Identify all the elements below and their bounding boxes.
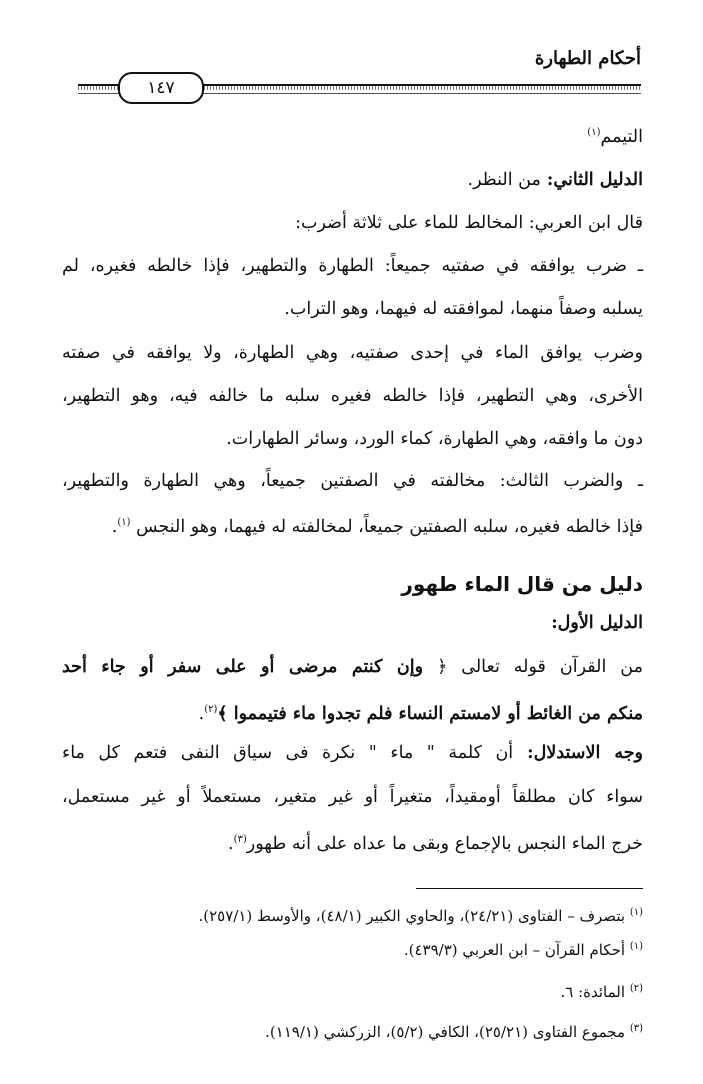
text-line-15: خرج الماء النجس بالإجماع وبقى ما عداه على أنه طهور$^{(٣)}$. [228, 833, 643, 854]
text-line-9: ـ والضرب الثالث: مخالفته في الصفتين جميعاً، وهي الطهارة والتطهير، [62, 471, 643, 491]
text-line-13: وجه الاستدلال: أن كلمة " ماء " نكرة فى سياق النفى فتعم كل ماء [62, 743, 643, 763]
page-number: ١٤٧ [118, 72, 204, 104]
footnote-1: $^{(١)}$ بتصرف – الفتاوى (٢٤/٢١)، والحاوي الكبير (٤٨/١)، والأوسط (٢٥٧/١). [198, 907, 643, 925]
footnote-4: $^{(٣)}$ مجموع الفتاوى (٢٥/٢١)، الكافي (٥/٢)، الزركشي (١١٩/١). [265, 1023, 643, 1041]
text-line-3: قال ابن العربي: المخالط للماء على ثلاثة أضرب: [295, 213, 643, 233]
text-line-14: سواء كان مطلقاً أومقيداً، متغيراً أو غير متغير، مستعملاً أو غير مستعمل، [62, 787, 643, 807]
text-line-7: الأخرى، وهي التطهير، فإذا خالطه فغيره سلبه ما خالفه فيه، وهو التطهير، [62, 386, 643, 406]
text-line-8: دون ما وافقه، وهي الطهارة، كماء الورد، وسائر الطهارات. [226, 429, 643, 449]
section-heading: دليل من قال الماء طهور [401, 572, 643, 596]
text-line-2: الدليل الثاني: من النظر. [467, 170, 643, 190]
text-line-5: يسلبه وصفاً منهما، لموافقته له فيهما، وهو التراب. [284, 299, 643, 319]
text-line-1: التيمم$^{(١)}$ [587, 126, 643, 147]
text-line-4: ـ ضرب يوافقه في صفتيه جميعاً: الطهارة والتطهير، فإذا خالطه فغيره، لم [62, 256, 643, 276]
footnote-3: $^{(٢)}$ المائدة: ٦. [560, 983, 643, 1001]
footnote-separator [416, 888, 643, 889]
running-header-title: أحكام الطهارة [534, 48, 641, 69]
text-line-10: فإذا خالطه فغيره، سلبه الصفتين جميعاً، لمخالفته له فيهما، وهو النجس $^{(١)}$. [111, 516, 643, 537]
text-line-12: منكم من الغائط أو لامستم النساء فلم تجدوا ماء فتيمموا ﴾$^{(٢)}$. [198, 703, 643, 724]
footnote-2: $^{(١)}$ أحكام القرآن – ابن العربي (٤٣٩/٣). [403, 941, 643, 959]
text-line-11: من القرآن قوله تعالى ﴿ وإن كنتم مرضى أو على سفر أو جاء أحد [62, 657, 643, 677]
subheading-first-evidence: الدليل الأول: [551, 613, 643, 633]
text-line-6: وضرب يوافق الماء في إحدى صفتيه، وهي الطهارة، ولا يوافقه في صفته [62, 343, 643, 363]
